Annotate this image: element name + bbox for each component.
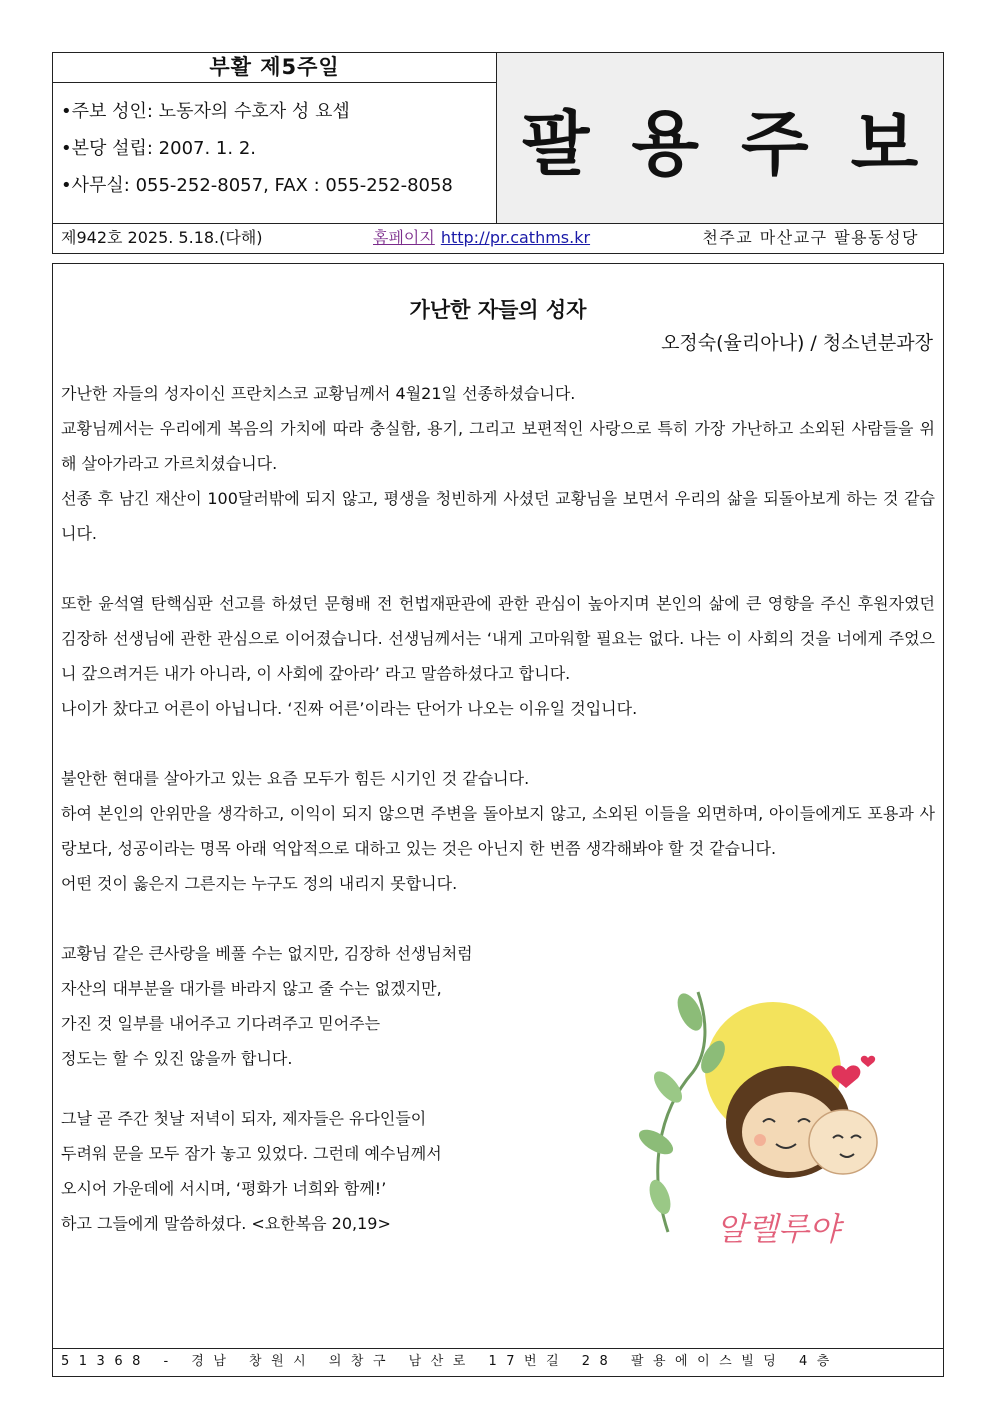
scripture-line: 오시어 가운데에 서시며, ‘평화가 너희와 함께!’ [61,1179,387,1198]
homepage-label[interactable]: 홈페이지 [373,228,435,247]
homepage-url[interactable]: http://pr.cathms.kr [440,228,591,247]
footer-address-bar [52,1349,944,1377]
postal-address: 51368 - 경남 창원시 의창구 남산로 17번길 28 팔용에이스빌딩 4층 [61,1354,839,1369]
paragraph: 하여 본인의 안위만을 생각하고, 이익이 되지 않으면 주변을 돌아보지 않고, 소외된 이들을 외면하며, 아이들에게도 포용과 사랑보다, 성공이라는 명목 아래 억압적으로 대하고 있는 것은 아닌지 한 번쯤 생각해봐야 할 것 같습니다. [61,804,935,858]
patron-saint: •주보 성인: 노동자의 수호자 성 요셉 [61,101,350,122]
masthead [52,52,961,224]
closing-line: 정도는 할 수 있진 않을까 합니다. [61,1049,293,1068]
child-face-shape [809,1110,877,1174]
leaf-icon [645,1177,674,1217]
masthead-info [53,53,497,223]
liturgical-week: 부활 제5주일 [53,53,496,83]
issue-number-date: 제942호 2025. 5.18.(다해) [61,228,263,247]
paragraph: 교황님께서는 우리에게 복음의 가치에 따라 충실함, 용기, 그리고 보편적인 사랑으로 특히 가장 가난하고 소외된 사람들을 위해 살아가라고 가르치셨습니다. [61,419,935,473]
parish-name: 천주교 마산교구 팔용동성당 [702,228,919,247]
homepage-link[interactable] [373,224,590,252]
scripture-line: 그날 곧 주간 첫날 저녁이 되자, 제자들은 유다인들이 [61,1109,427,1128]
scripture-line: 하고 그들에게 말씀하셨다. <요한복음 20,19> [61,1214,391,1233]
parish-info-list [53,83,496,204]
heart-icon [861,1056,875,1067]
scripture-quote [61,1101,571,1241]
alleluia-lettering: 알렐루야 [716,1210,840,1248]
article-box [52,263,944,1349]
paragraph: 선종 후 남긴 재산이 100달러밖에 되지 않고, 평생을 청빈하게 사셨던 교황님을 보면서 우리의 삶을 되돌아보게 하는 것 같습니다. [61,489,935,543]
paragraph: 나이가 찼다고 어른이 아닙니다. ‘진짜 어른’이라는 단어가 나오는 이유일 것입니다. [61,699,638,718]
bulletin-title: 팔용주보 [521,101,961,185]
article-title: 가난한 자들의 성자 [409,298,587,322]
scripture-line: 두려워 문을 모두 잠가 놓고 있었다. 그런데 예수님께서 [61,1144,442,1163]
closing-line: 가진 것 일부를 내어주고 기다려주고 믿어주는 [61,1014,381,1033]
closing-line: 교황님 같은 큰사랑을 베풀 수는 없지만, 김장하 선생님처럼 [61,944,473,963]
paragraph: 어떤 것이 옳은지 그른지는 누구도 정의 내리지 못합니다. [61,874,458,893]
founding-date: •본당 설립: 2007. 1. 2. [61,138,256,159]
paragraph: 또한 윤석열 탄핵심판 선고를 하셨던 문형배 전 헌법재판관에 관한 관심이 높아지며 본인의 삶에 큰 영향을 주신 후원자였던 김장하 선생님에 관한 관심으로 이어졌습니다. 선생님께서는 ‘내게 고마워할 필요는 없다. 나는 이 사회의 것을 너에게 주었으니 갚으려거든 내가 아니라, 이 사회에 갚아라’ 라고 말씀하셨다고 합니다. [61,594,935,683]
issue-bar [52,224,944,254]
closing-reflection [61,936,571,1076]
alleluia-illustration [638,972,918,1272]
paragraph: 가난한 자들의 성자이신 프란치스코 교황님께서 4월21일 선종하셨습니다. [61,384,576,403]
office-contact: •사무실: 055-252-8057, FAX : 055-252-8058 [61,175,453,196]
closing-line: 자산의 대부분을 대가를 바라지 않고 줄 수는 없겠지만, [61,979,442,998]
masthead-title-box [497,53,961,223]
cheek-blush [754,1134,766,1146]
article-author: 오정숙(율리아나) / 청소년분과장 [661,332,933,354]
paragraph: 불안한 현대를 살아가고 있는 요즘 모두가 힘든 시기인 것 같습니다. [61,769,530,788]
